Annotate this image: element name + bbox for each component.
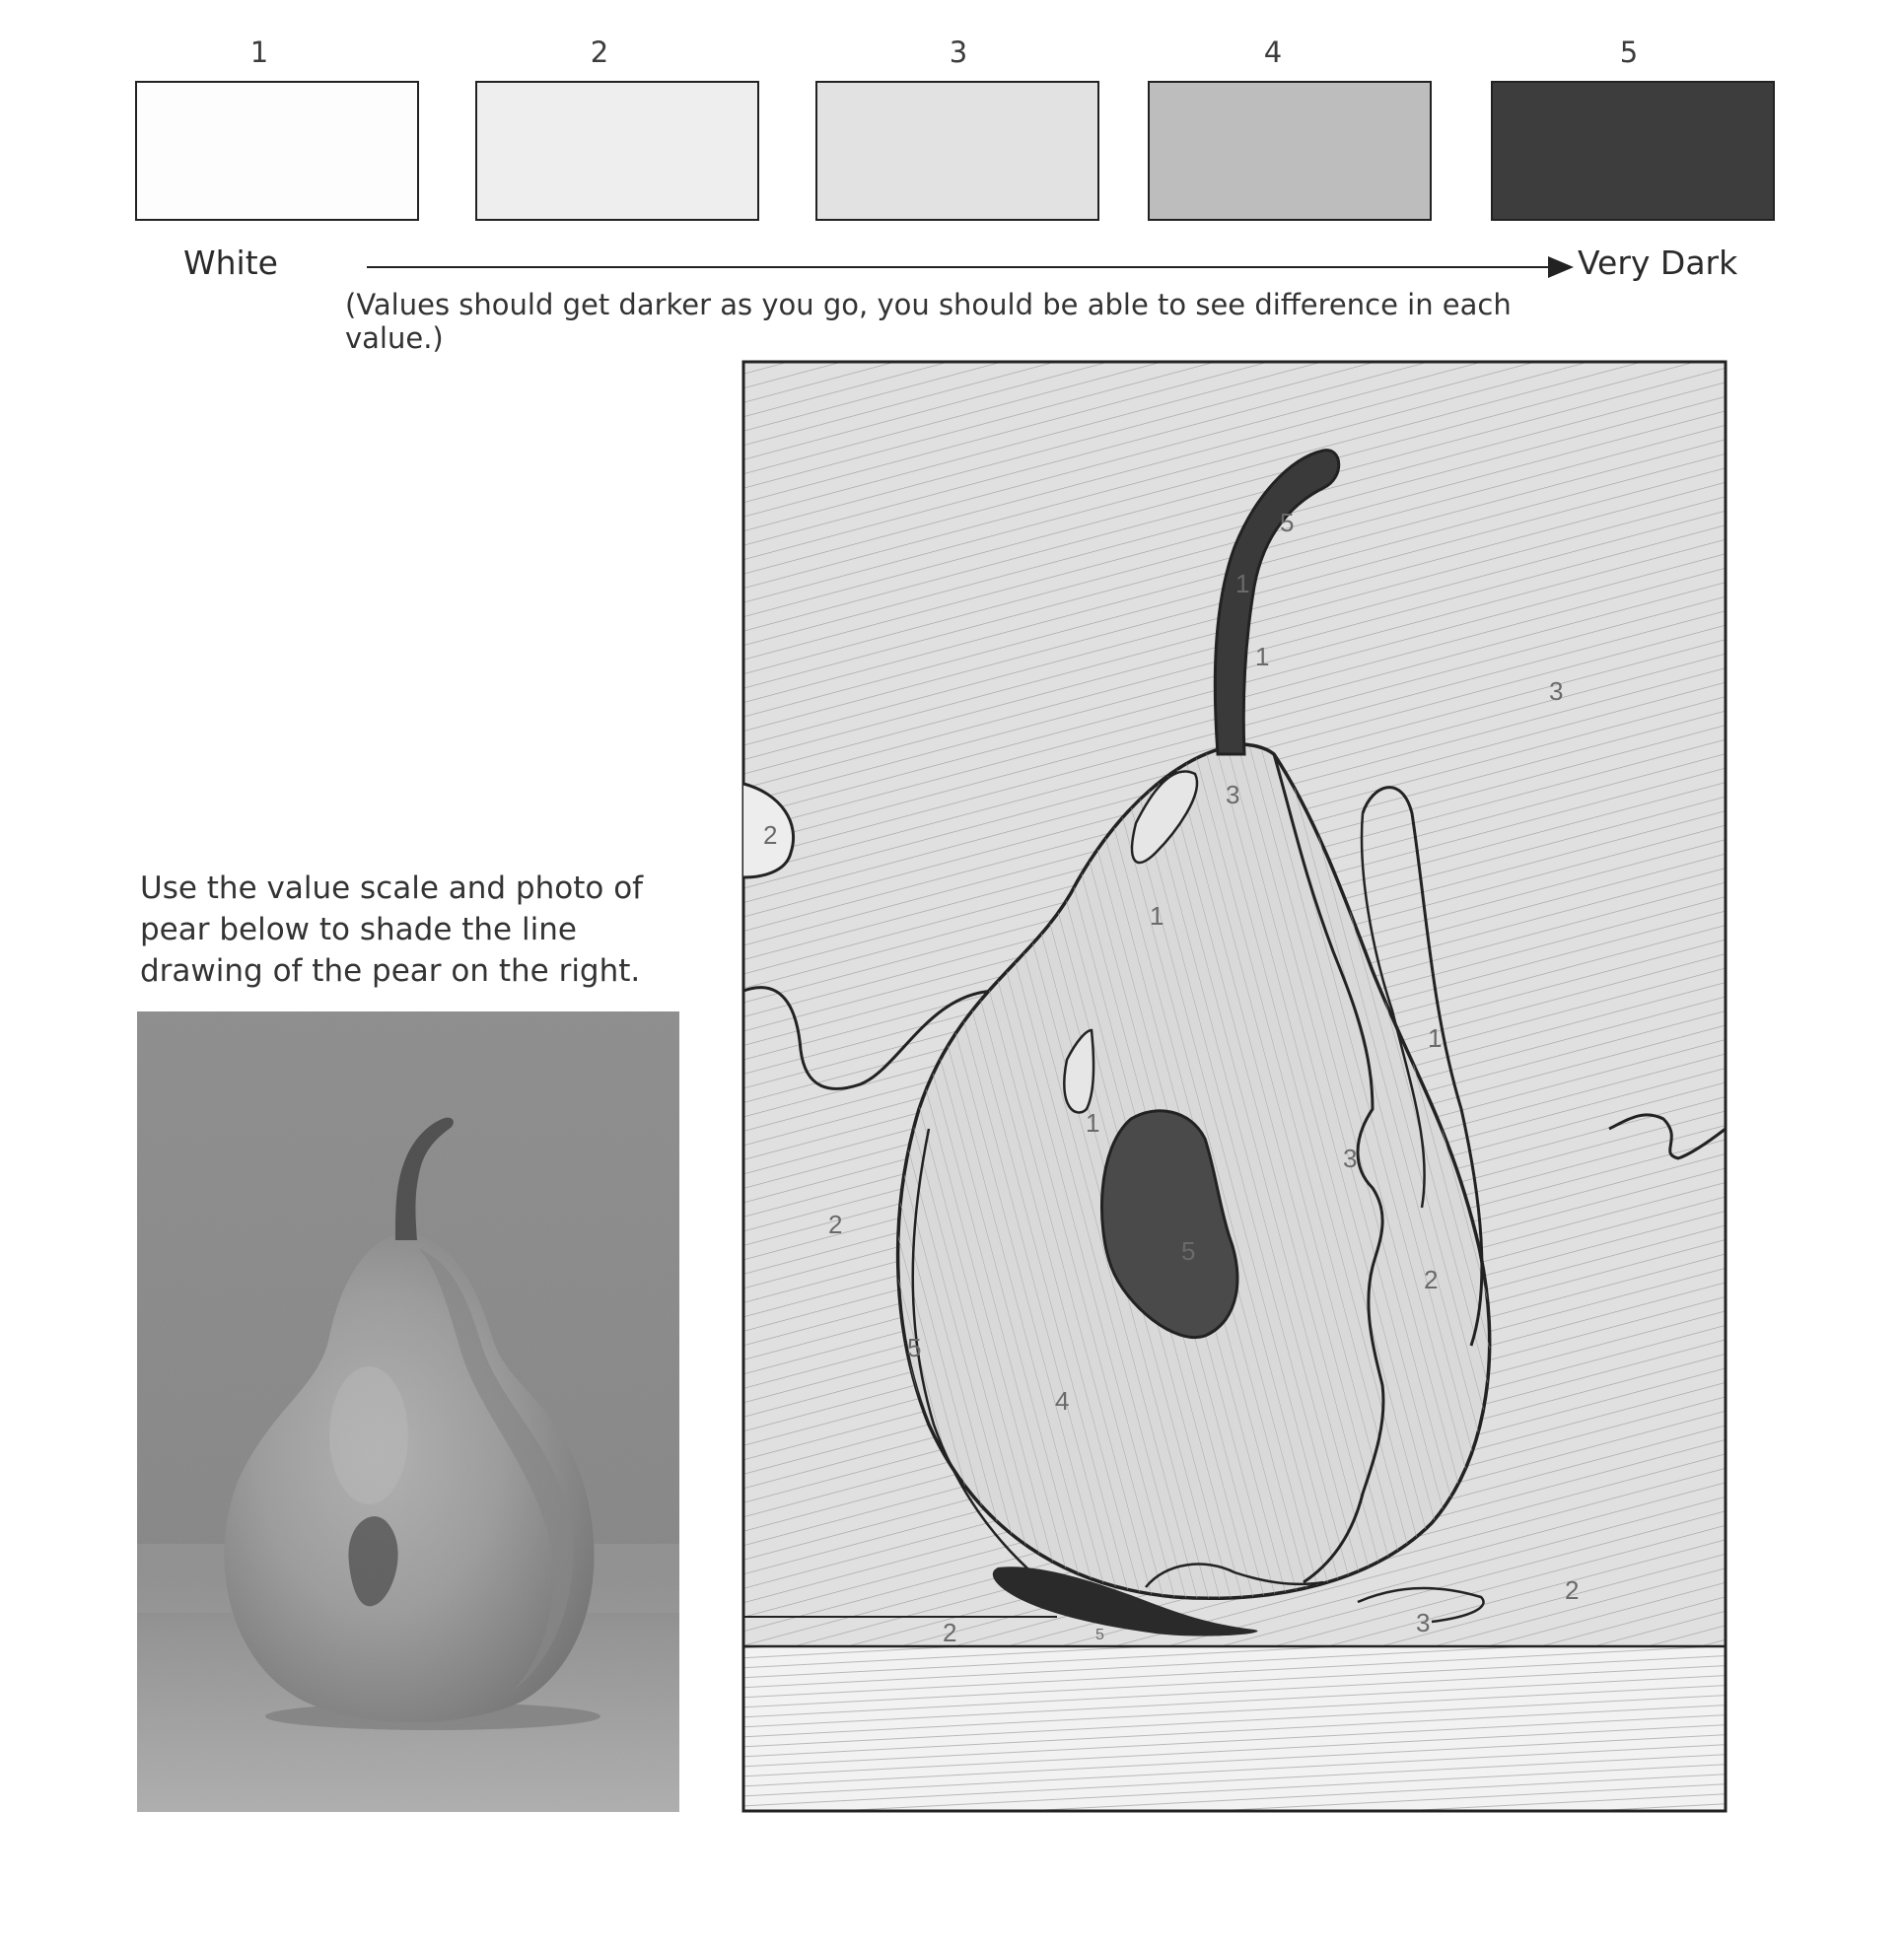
zone-label: 1 xyxy=(1235,569,1250,598)
zone-label: 2 xyxy=(943,1618,957,1647)
scale-number-1: 1 xyxy=(249,35,269,69)
scale-arrow-icon xyxy=(367,252,1575,282)
scale-number-2: 2 xyxy=(590,35,609,69)
zone-label: 1 xyxy=(1086,1108,1100,1138)
zone-label: 5 xyxy=(1280,508,1295,537)
zone-label: 5 xyxy=(1181,1236,1196,1266)
zone-label: 2 xyxy=(1424,1265,1439,1294)
zone-label: 5 xyxy=(1095,1627,1104,1643)
zone-label: 1 xyxy=(1150,901,1164,931)
scale-number-3: 3 xyxy=(949,35,968,69)
value-swatch-1 xyxy=(135,81,419,221)
value-swatch-5 xyxy=(1491,81,1775,221)
white-label: White xyxy=(183,244,278,282)
instruction-line: drawing of the pear on the right. xyxy=(140,953,641,989)
scale-number-5: 5 xyxy=(1619,35,1639,69)
value-swatch-4 xyxy=(1148,81,1432,221)
instructions xyxy=(140,868,692,992)
zone-label: 2 xyxy=(763,820,778,850)
value-swatch-2 xyxy=(475,81,759,221)
pear-reference-photo xyxy=(137,1011,679,1812)
zone-label: 4 xyxy=(1055,1386,1070,1416)
zone-label: 1 xyxy=(1428,1023,1443,1053)
scale-number-4: 4 xyxy=(1263,35,1283,69)
zone-label: 3 xyxy=(1343,1144,1358,1173)
zone-label: 2 xyxy=(828,1210,843,1239)
very-dark-label: Very Dark xyxy=(1578,244,1738,282)
zone-label: 1 xyxy=(1255,642,1270,671)
scale-note: (Values should get darker as you go, you should be able to see difference in each value.) xyxy=(345,288,1512,355)
value-swatch-3 xyxy=(815,81,1099,221)
zone-label: 3 xyxy=(1226,780,1240,809)
zone-label: 3 xyxy=(1549,676,1564,706)
instruction-line: pear below to shade the line xyxy=(140,912,577,947)
zone-label: 3 xyxy=(1416,1608,1431,1637)
zone-label: 2 xyxy=(1565,1575,1580,1605)
pear-line-drawing xyxy=(741,360,1728,1814)
instruction-line: Use the value scale and photo of xyxy=(140,870,644,906)
zone-label: 5 xyxy=(907,1333,922,1362)
